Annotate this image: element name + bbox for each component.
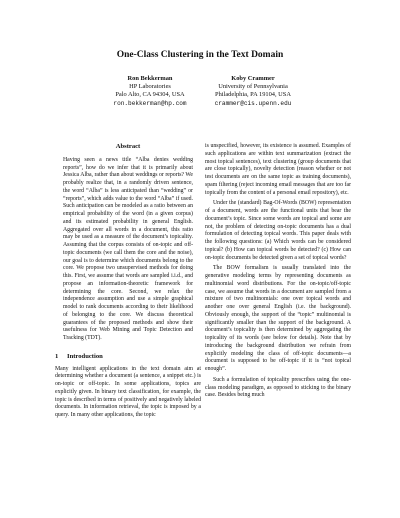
author-email: ron.bekkerman@hp.com [113,99,187,107]
author-name: Ron Bekkerman [127,75,173,82]
right-column [205,143,351,400]
paragraph: Under the (standard) Bag-Of-Words (BOW) representation of a document, words are the functional units that bear the document’s topic. Since some words are topical and some are not, the problem of detecting on-topic documents has a dual formulation of detecting topical words. This paper deals with the following questions: (a) Which words can be considered topical? (b) How can topical words be detected? (c) How can on-topic documents be detected given a set of topical words? [205,200,351,261]
author-name: Koby Crammer [231,75,275,82]
author-affiliation: University of Pennsylvania [218,83,288,91]
paragraph: is unspecified, however, its existence is assumed. Examples of such applications are within text summarization (extract the most topical sentences), text clustering (group documents that are close topically), novelty detection (reason whether or not test documents are on the same topic as training documents), spam filtering (reject incoming email messages that are too far topically from the content of a personal email repository), etc. [205,143,351,196]
section-number: 1 [55,352,59,360]
paragraph: Such a formulation of topicality prescribes using the one-class modeling paradigm, as opposed to sticking to the binary case. Besides being much [205,376,351,399]
abstract-text: Having seen a news title “Alba denies wedding reports”, how do we infer that it is primarily about Jessica Alba, rather than about weddings or reports? We probably realize that, in a randomly driven sentence, the word “Alba” is less anticipated than “wedding” or “reports”, which adds value to the word “Alba” if used. Such anticipation can be modeled as a ratio between an empirical probability of the word (in a given corpus) and its estimated probability in general English. Aggregated over all words in a document, this ratio may be used as a measure of the document’s topicality. Assuming that the corpus consists of on-topic and off-topic documents (we call them the core and the noise), our goal is to determine which documents belong to the core. We propose two unsupervised methods for doing this. First, we assume that words are sampled i.i.d., and propose an information-theoretic framework for determining the core. Second, we relax the independence assumption and use a simple graphical model to rank documents according to their likelihood of belonging to the core. We discuss theoretical guarantees of the proposed methods and show their usefulness for Web Mining and Topic Detection and Tracking (TDT). [63,156,193,341]
author-affiliation: HP Laboratories [129,83,171,91]
author-address: Palo Alto, CA 94304, USA [115,91,185,99]
author-block-2 [178,75,328,108]
paper-title: One-Class Clustering in the Text Domain [116,50,284,60]
paragraph: Many intelligent applications in the text domain aim at determining whether a document (a sentence, a snippet etc.) is on-topic or off-topic. In some applications, topics are explicitly given. In binary text classification, for example, the topic is described in terms of positively and negatively labeled documents. In information retrieval, the topic is imposed by a query. In many other applications, the topic [55,365,201,418]
left-column [55,143,201,420]
author-address: Philadelphia, PA 19104, USA [215,91,291,99]
section-heading [55,353,201,361]
paragraph: The BOW formalism is usually translated into the generative modeling terms by representing documents as multinomial word distributions. For the on-topic/off-topic case, we assume that words in a document are sampled from a mixture of two multinomials: one over topical words and another one over general English (i.e. the background). Obviously enough, the support of the “topic” multinomial is significantly smaller than the support of the background. A document’s topicality is then determined by aggregating the topicality of its words (see below for details). Note that by introducing the background distribution we refrain from explicitly modeling the class of off-topic documents—a document is supposed to be off-topic if it is “not topical enough”. [205,265,351,372]
abstract-heading: Abstract [115,143,141,150]
section-title: Introduction [67,352,103,360]
author-email: crammer@cis.upenn.edu [214,99,292,107]
